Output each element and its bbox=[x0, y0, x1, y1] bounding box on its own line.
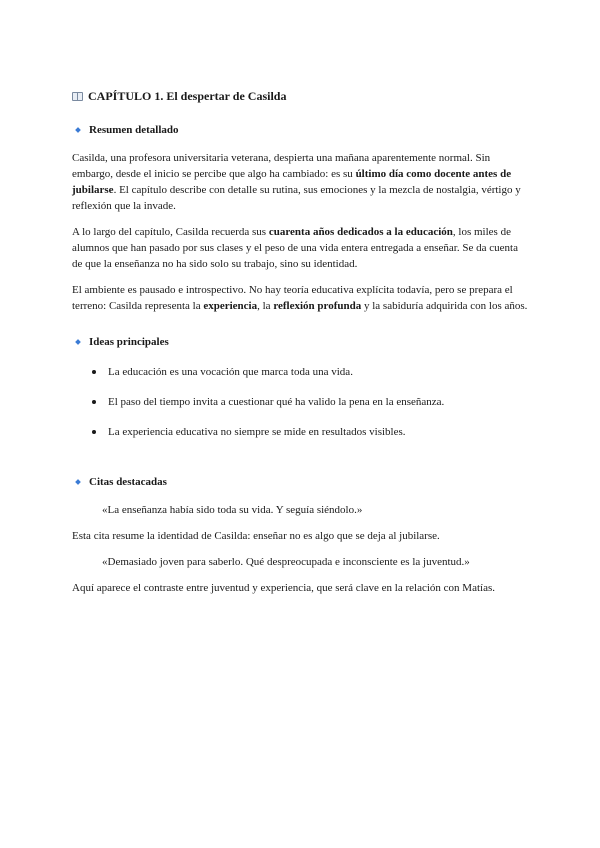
bullet-dot-icon bbox=[92, 400, 96, 404]
paragraph-resumen-2 bbox=[72, 224, 528, 272]
paragraph-resumen-1 bbox=[72, 150, 528, 214]
text-run: Casilda, una profesora universitaria veterana, despierta una mañana aparentemente normal. Sin embargo, desde el inicio se percibe que algo ha cambiado: es su bbox=[72, 152, 491, 180]
list-item-text: El paso del tiempo invita a cuestionar qué ha valido la pena en la enseñanza. bbox=[108, 396, 445, 408]
ideas-list bbox=[72, 364, 528, 440]
bold-text: último día como docente antes de jubilarse bbox=[72, 168, 512, 196]
section-heading-resumen bbox=[72, 122, 528, 138]
quote-1: «La enseñanza había sido toda su vida. Y seguía siéndolo.» bbox=[102, 504, 363, 516]
bullet-dot-icon bbox=[92, 430, 96, 434]
quote-1-comment: Esta cita resume la identidad de Casilda: enseñar no es algo que se deja al jubilarse. bbox=[72, 530, 440, 542]
text-run: , la bbox=[257, 300, 274, 312]
section-heading-text: Resumen detallado bbox=[89, 124, 179, 136]
bold-text: cuarenta años dedicados a la educación bbox=[268, 226, 453, 238]
text-run: y la sabiduría adquirida con los años. bbox=[361, 300, 528, 312]
list-item-text: La educación es una vocación que marca toda una vida. bbox=[108, 366, 353, 378]
text-run: , los miles de alumnos que han pasado por sus clases y el peso de una vida entera entregada a enseñar. Se da cuenta de que la enseñanza no ha sido solo su trabajo, sino su identidad. bbox=[72, 226, 518, 270]
list-item bbox=[72, 394, 528, 410]
book-icon bbox=[72, 92, 83, 101]
paragraph-resumen-3 bbox=[72, 282, 528, 314]
quote-2: «Demasiado joven para saberlo. Qué despreocupada e inconsciente es la juventud.» bbox=[102, 556, 470, 568]
document-page bbox=[72, 88, 528, 606]
section-heading-ideas bbox=[72, 334, 528, 350]
diamond-bullet-icon bbox=[75, 339, 81, 345]
text-run: . El capítulo describe con detalle su rutina, sus emociones y la mezcla de nostalgia, vértigo y reflexión que la invade. bbox=[72, 184, 521, 212]
diamond-bullet-icon bbox=[75, 127, 81, 133]
bullet-dot-icon bbox=[92, 370, 96, 374]
text-run: A lo largo del capítulo, Casilda recuerda sus bbox=[72, 226, 269, 238]
chapter-title-text: CAPÍTULO 1. El despertar de Casilda bbox=[88, 89, 287, 103]
diamond-bullet-icon bbox=[75, 479, 81, 485]
section-heading-citas bbox=[72, 474, 528, 490]
section-heading-text: Citas destacadas bbox=[89, 476, 167, 488]
spacer bbox=[72, 460, 528, 474]
list-item bbox=[72, 364, 528, 380]
text-run: El ambiente es pausado e introspectivo. No hay teoría educativa explícita todavía, pero se prepara el terreno: Casilda representa la bbox=[72, 284, 513, 312]
bold-text: reflexión profunda bbox=[273, 300, 362, 312]
bold-text: experiencia bbox=[203, 300, 258, 312]
list-item-text: La experiencia educativa no siempre se mide en resultados visibles. bbox=[108, 426, 406, 438]
section-heading-text: Ideas principales bbox=[89, 336, 169, 348]
chapter-title bbox=[72, 88, 528, 104]
list-item bbox=[72, 424, 528, 440]
quote-2-comment: Aquí aparece el contraste entre juventud y experiencia, que será clave en la relación con Matías. bbox=[72, 582, 495, 594]
